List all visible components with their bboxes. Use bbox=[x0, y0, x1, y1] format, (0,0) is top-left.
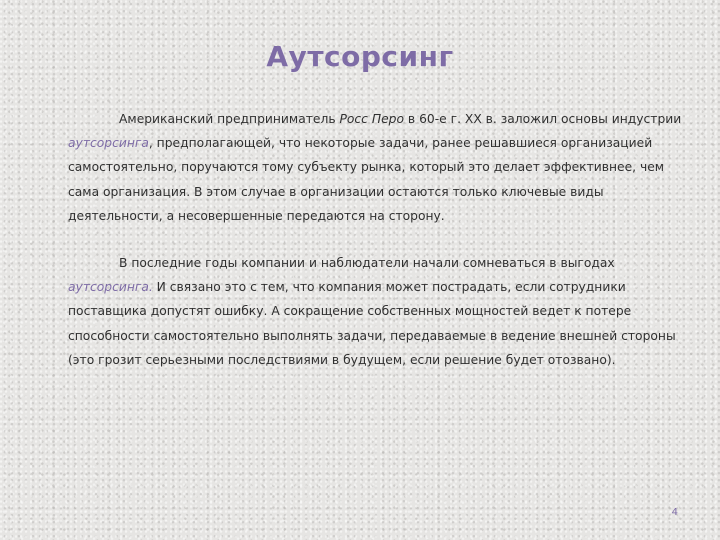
term-highlight: аутсорсинга. bbox=[68, 280, 153, 295]
term-highlight: аутсорсинга bbox=[68, 136, 149, 151]
person-name: Росс Перо bbox=[339, 112, 404, 126]
slide-body bbox=[68, 107, 688, 372]
page-number: 4 bbox=[671, 507, 678, 518]
paragraph-text: И связано это с тем, что компания может пострадать, если сотрудники поставщика допустят ошибку. А сокращение собственных мощностей ведет к потере способности самостоятельно выполнять задачи, передаваемые в ведение внешней стороны (это грозит серьезными последствиями в будущем, если решение будет отозвано). bbox=[68, 280, 676, 367]
slide-title: Аутсорсинг bbox=[266, 40, 454, 73]
paragraph-ross-perot bbox=[68, 107, 688, 228]
paragraph-text: В последние годы компании и наблюдатели начали сомневаться в выгодах bbox=[119, 256, 615, 271]
paragraph-text: , предполагающей, что некоторые задачи, ранее решавшиеся организацией самостоятельно, поручаются тому субъекту рынка, который это делает эффективнее, чем сама организация. В этом случае в организации остаются только ключевые виды деятельности, а несовершенные передаются на сторону. bbox=[68, 136, 665, 223]
paragraph-text: в 60-е г. XX в. заложил основы индустрии bbox=[404, 112, 682, 126]
paragraph-text: Американский предприниматель bbox=[119, 112, 340, 126]
paragraph-doubts bbox=[68, 251, 688, 372]
